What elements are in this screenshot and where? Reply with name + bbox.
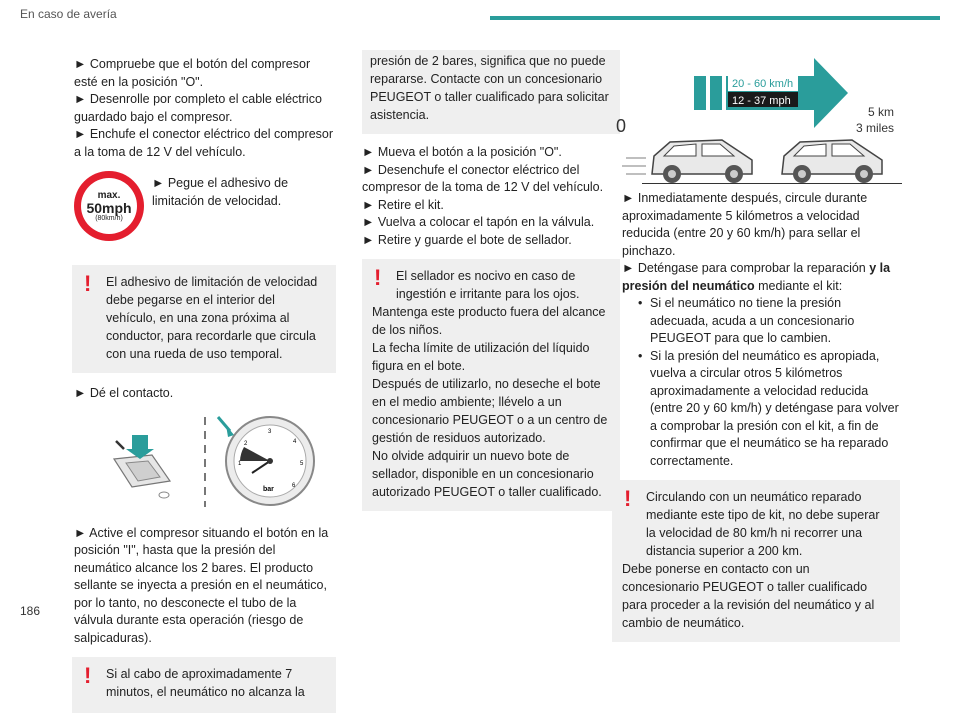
svg-text:3: 3	[268, 428, 272, 435]
warning-box-pressure-continued: presión de 2 bares, significa que no puede repararse. Contacte con un concesionario PEUGEOT o taller cualificado para solicitar asistencia.	[362, 50, 620, 134]
speed-distance-illustration	[612, 54, 912, 184]
step-unplug: ► Desenchufe el conector eléctrico del compresor de la toma de 12 V del vehículo.	[362, 162, 604, 194]
step-compressor-off: ► Compruebe que el botón del compresor esté en la posición "O".	[74, 57, 311, 89]
car-icon	[782, 140, 882, 183]
svg-text:4: 4	[293, 438, 297, 445]
svg-text:bar: bar	[263, 485, 274, 493]
step-ignition: ► Dé el contacto.	[74, 386, 174, 400]
car-icon	[622, 140, 752, 183]
sticker-instruction: ► Pegue el adhesivo de limitación de velocidad.	[152, 176, 289, 208]
compressor-gauge-illustration	[74, 411, 336, 511]
step-refit-cap: ► Vuelva a colocar el tapón en la válvula.	[362, 215, 595, 229]
step-remove-kit: ► Retire el kit.	[362, 197, 444, 212]
distance-miles-label: 3 miles	[856, 121, 895, 135]
sealant-warning-details	[372, 303, 610, 501]
column-3	[612, 190, 902, 642]
step-drive-5km: ► Inmediatamente después, circule durante aproximadamente 5 kilómetros a velocidad reducida (entre 20 y 60 km/h) para sellar el pinchazo.	[622, 191, 868, 258]
chapter-title: En caso de avería	[20, 7, 117, 21]
distance-start-label: 0	[616, 116, 627, 136]
step-plug-connector: ► Enchufe el conector eléctrico del compresor a la toma de 12 V del vehículo.	[74, 127, 334, 159]
speed-kmh-label: 20 - 60 km/h	[732, 78, 794, 90]
sealant-warning-line: Mantenga este producto fuera del alcance de los niños.	[372, 305, 606, 337]
sealant-warning-line: La fecha límite de utilización del líquido figura en el bote.	[372, 341, 590, 373]
column-2	[362, 56, 620, 511]
compressor-button-icon	[114, 435, 170, 498]
speed-mph-label: 12 - 37 mph	[732, 95, 791, 107]
sealant-warning-line: No olvide adquirir un nuevo bote de sellador, disponible en un concesionario autorizado PEUGEOT o taller cualificado.	[372, 449, 602, 499]
step-activate-compressor: ► Active el compresor situando el botón en la posición "I", hasta que la presión del neumático alcance los 2 bares. El producto sellante se inyecta a presión en el neumático, por lo tanto, no desconecte el tubo de la válvula durante esta operación (riesgo de salpicaduras).	[74, 525, 329, 645]
warning-icon: !	[624, 486, 632, 511]
sealant-warning-line: Después de utilizarlo, no deseche el bote en el medio ambiente; llévelo a un concesionario PEUGEOT o a un centro de gestión de residuos autorizado.	[372, 377, 608, 445]
list-item: • Si el neumático no tiene la presión adecuada, acuda a un concesionario PEUGEOT para que lo cambien.	[636, 295, 902, 348]
svg-text:6: 6	[292, 482, 296, 489]
speed-limit-sticker-icon: max. 50mph (80km/h)	[74, 171, 144, 241]
warning-icon: !	[374, 265, 382, 290]
distance-km-label: 5 km	[868, 105, 895, 119]
warning-box-sealant: ! El sellador es nocivo en caso de ingestión e irritante para los ojos. Mantenga este producto fuera del alcance de los niños. La fecha límite de utilización del líquido figura en el bote. Después de utilizarlo, no deseche el bote en el medio ambiente; llévelo a un concesionario PEUGEOT o a un centro de gestión de residuos autorizado. No olvide adquirir un nuevo bote de sellador, disponible en un concesionario autorizado PEUGEOT o taller cualificado.	[362, 259, 620, 511]
list-item: • Si la presión del neumático es apropiada, vuelva a circular otros 5 kilómetros aproximadamente a velocidad reducida (entre 20 y 60 km/h) y deténgase para volver a comprobar la presión con el kit, a fin de confirmar que el neumático se ha reparado correctamente.	[636, 348, 902, 471]
speed-sticker-block	[74, 171, 336, 241]
check-list	[626, 295, 902, 470]
svg-text:5: 5	[300, 460, 304, 467]
column-1	[74, 56, 336, 713]
step-check-repair: ► Deténgase para comprobar la reparación y la presión del neumático mediante el kit:	[622, 261, 891, 293]
warning-box-pressure: ! Si al cabo de aproximadamente 7 minutos, el neumático no alcanza la	[72, 657, 336, 713]
warning-icon: !	[84, 663, 92, 688]
warning-icon: !	[84, 271, 92, 296]
pressure-gauge-icon	[218, 417, 314, 505]
step-unroll-cable: ► Desenrolle por completo el cable eléctrico guardado bajo el compresor.	[74, 92, 322, 124]
step-button-off: ► Mueva el botón a la posición "O".	[362, 145, 562, 159]
svg-text:1: 1	[238, 460, 242, 467]
header-accent-bar	[490, 16, 940, 20]
step-store-sealant: ► Retire y guarde el bote de sellador.	[362, 232, 572, 247]
warning-box-repaired-tyre: ! Circulando con un neumático reparado mediante este tipo de kit, no debe superar la velocidad de 80 km/h ni recorrer una distancia superior a 200 km. Debe ponerse en contacto con un concesionario PEUGEOT o taller cualificado para proceder a la revisión del neumático y al cambio de neumático.	[612, 480, 900, 642]
page-number: 186	[20, 604, 41, 618]
warning-box-sticker: ! El adhesivo de limitación de velocidad debe pegarse en el interior del vehículo, en una zona próxima al conductor, para recordarle que circula con una rueda de uso temporal.	[72, 265, 336, 373]
svg-text:2: 2	[244, 440, 248, 447]
